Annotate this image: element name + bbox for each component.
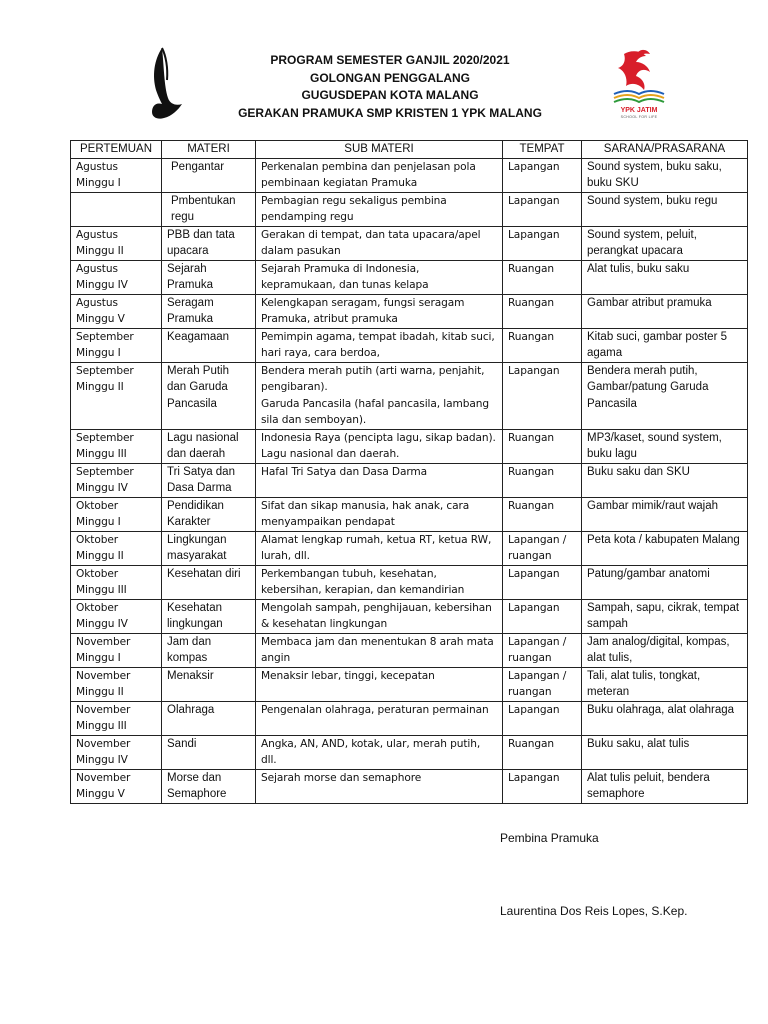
table-row — [71, 769, 748, 803]
cell-tempat: Ruangan — [503, 735, 582, 769]
cell-sarana: Buku saku, alat tulis — [582, 735, 748, 769]
cell-materi: Sejarah Pramuka — [162, 260, 256, 294]
cell-sarana: Jam analog/digital, kompas, alat tulis, — [582, 633, 748, 667]
cell-materi: Kesehatan lingkungan — [162, 599, 256, 633]
table-row — [71, 565, 748, 599]
cell-pertemuan: November Minggu II — [71, 667, 162, 701]
cell-tempat: Lapangan — [503, 226, 582, 260]
cell-pertemuan: Oktober Minggu II — [71, 531, 162, 565]
cell-pertemuan: Oktober Minggu IV — [71, 599, 162, 633]
col-header-materi: MATERI — [162, 141, 256, 159]
cell-materi: Tri Satya dan Dasa Darma — [162, 463, 256, 497]
table-row — [71, 735, 748, 769]
table-row — [71, 497, 748, 531]
col-header-pertemuan: PERTEMUAN — [71, 141, 162, 159]
document-header — [150, 52, 630, 122]
table-row — [71, 633, 748, 667]
cell-tempat: Lapangan / ruangan — [503, 667, 582, 701]
cell-sarana: Tali, alat tulis, tongkat, meteran — [582, 667, 748, 701]
cell-sarana: Buku saku dan SKU — [582, 463, 748, 497]
cell-pertemuan: November Minggu V — [71, 769, 162, 803]
cell-sarana: MP3/kaset, sound system, buku lagu — [582, 429, 748, 463]
cell-tempat: Lapangan — [503, 158, 582, 192]
cell-sub-materi: Mengolah sampah, penghijauan, kebersihan & kesehatan lingkungan — [256, 599, 503, 633]
cell-sarana: Alat tulis, buku saku — [582, 260, 748, 294]
header-line-3: GUGUSDEPAN KOTA MALANG — [301, 88, 479, 102]
cell-materi: Seragam Pramuka — [162, 294, 256, 328]
table-row — [71, 667, 748, 701]
header-line-2: GOLONGAN PENGGALANG — [309, 70, 470, 85]
table-row — [71, 226, 748, 260]
cell-sub-materi: Sejarah Pramuka di Indonesia, kepramukaan, dan tunas kelapa — [256, 260, 503, 294]
cell-pertemuan: Oktober Minggu I — [71, 497, 162, 531]
cell-materi: Menaksir — [162, 667, 256, 701]
cell-sub-materi: Pemimpin agama, tempat ibadah, kitab suci, hari raya, cara berdoa, — [256, 328, 503, 362]
ypk-jatim-text: YPK JATIM — [620, 107, 658, 114]
cell-sub-materi: Pengenalan olahraga, peraturan permainan — [256, 701, 503, 735]
cell-sub-materi: Indonesia Raya (pencipta lagu, sikap badan). Lagu nasional dan daerah. — [256, 429, 503, 463]
cell-sub-materi: Bendera merah putih (arti warna, penjahit, pengibaran). Garuda Pancasila (hafal pancasila, lambang sila dan semboyan). — [256, 362, 503, 429]
cell-tempat: Ruangan — [503, 463, 582, 497]
cell-sub-materi: Perkenalan pembina dan penjelasan pola pembinaan kegiatan Pramuka — [256, 158, 503, 192]
cell-sub-materi: Perkembangan tubuh, kesehatan, kebersihan, kerapian, dan kemandirian — [256, 565, 503, 599]
cell-tempat: Lapangan / ruangan — [503, 531, 582, 565]
cell-materi: Olahraga — [162, 701, 256, 735]
cell-tempat: Ruangan — [503, 260, 582, 294]
cell-sub-materi: Gerakan di tempat, dan tata upacara/apel dalam pasukan — [256, 226, 503, 260]
table-row — [71, 531, 748, 565]
cell-pertemuan: September Minggu IV — [71, 463, 162, 497]
cell-sub-materi: Menaksir lebar, tinggi, kecepatan — [256, 667, 503, 701]
col-header-sub-materi: SUB MATERI — [256, 141, 503, 159]
table-row — [71, 362, 748, 429]
cell-materi: Keagamaan — [162, 328, 256, 362]
col-header-sarana: SARANA/PRASARANA — [582, 141, 748, 159]
cell-sarana: Gambar atribut pramuka — [582, 294, 748, 328]
cell-tempat: Lapangan — [503, 192, 582, 226]
cell-pertemuan: September Minggu II — [71, 362, 162, 429]
cell-sub-materi: Hafal Tri Satya dan Dasa Darma — [256, 463, 503, 497]
cell-pertemuan: November Minggu III — [71, 701, 162, 735]
cell-sarana: Bendera merah putih, Gambar/patung Garuda Pancasila — [582, 362, 748, 429]
cell-sarana: Kitab suci, gambar poster 5 agama — [582, 328, 748, 362]
cell-materi: Lagu nasional dan daerah — [162, 429, 256, 463]
cell-sub-materi: Sejarah morse dan semaphore — [256, 769, 503, 803]
cell-tempat: Ruangan — [503, 328, 582, 362]
program-table — [70, 140, 748, 804]
cell-tempat: Lapangan / ruangan — [503, 633, 582, 667]
cell-tempat: Ruangan — [503, 497, 582, 531]
cell-tempat: Lapangan — [503, 362, 582, 429]
cell-sub-materi: Alamat lengkap rumah, ketua RT, ketua RW, lurah, dll. — [256, 531, 503, 565]
cell-tempat: Lapangan — [503, 701, 582, 735]
cell-pertemuan: September Minggu III — [71, 429, 162, 463]
cell-materi: Pengantar — [162, 158, 256, 192]
cell-sarana: Gambar mimik/raut wajah — [582, 497, 748, 531]
cell-materi: Pendidikan Karakter — [162, 497, 256, 531]
cell-pertemuan: September Minggu I — [71, 328, 162, 362]
cell-materi: Kesehatan diri — [162, 565, 256, 599]
cell-sarana: Alat tulis peluit, bendera semaphore — [582, 769, 748, 803]
table-row — [71, 599, 748, 633]
cell-sarana: Buku olahraga, alat olahraga — [582, 701, 748, 735]
table-row — [71, 192, 748, 226]
cell-sarana: Sound system, buku saku, buku SKU — [582, 158, 748, 192]
cell-sub-materi: Kelengkapan seragam, fungsi seragam Pramuka, atribut pramuka — [256, 294, 503, 328]
cell-materi: Pmbentukan regu — [162, 192, 256, 226]
cell-materi: PBB dan tata upacara — [162, 226, 256, 260]
signature-name: Laurentina Dos Reis Lopes, S.Kep. — [500, 904, 688, 918]
col-header-tempat: TEMPAT — [503, 141, 582, 159]
table-row — [71, 158, 748, 192]
ypk-jatim-subtext: SCHOOL FOR LIFE — [620, 115, 658, 119]
cell-sarana: Sampah, sapu, cikrak, tempat sampah — [582, 599, 748, 633]
cell-tempat: Ruangan — [503, 429, 582, 463]
cell-tempat: Lapangan — [503, 565, 582, 599]
cell-sarana: Peta kota / kabupaten Malang — [582, 531, 748, 565]
cell-sarana: Sound system, buku regu — [582, 192, 748, 226]
header-line-1: PROGRAM SEMESTER GANJIL 2020/2021 — [270, 53, 510, 67]
table-header-row — [71, 141, 748, 159]
cell-tempat: Lapangan — [503, 769, 582, 803]
cell-pertemuan: Agustus Minggu II — [71, 226, 162, 260]
cell-pertemuan: Agustus Minggu IV — [71, 260, 162, 294]
cell-sub-materi: Membaca jam dan menentukan 8 arah mata angin — [256, 633, 503, 667]
table-row — [71, 463, 748, 497]
cell-pertemuan: Agustus Minggu I — [71, 158, 162, 192]
cell-tempat: Lapangan — [503, 599, 582, 633]
cell-pertemuan — [71, 192, 162, 226]
cell-materi: Lingkungan masyarakat — [162, 531, 256, 565]
cell-pertemuan: Oktober Minggu III — [71, 565, 162, 599]
table-row — [71, 328, 748, 362]
cell-pertemuan: November Minggu IV — [71, 735, 162, 769]
cell-pertemuan: Agustus Minggu V — [71, 294, 162, 328]
cell-pertemuan: November Minggu I — [71, 633, 162, 667]
cell-materi: Merah Putih dan Garuda Pancasila — [162, 362, 256, 429]
table-row — [71, 294, 748, 328]
cell-sub-materi: Pembagian regu sekaligus pembina pendamping regu — [256, 192, 503, 226]
table-row — [71, 429, 748, 463]
cell-materi: Sandi — [162, 735, 256, 769]
table-row — [71, 701, 748, 735]
cell-sarana: Patung/gambar anatomi — [582, 565, 748, 599]
cell-sarana: Sound system, peluit, perangkat upacara — [582, 226, 748, 260]
cell-sub-materi: Sifat dan sikap manusia, hak anak, cara menyampaikan pendapat — [256, 497, 503, 531]
cell-materi: Jam dan kompas — [162, 633, 256, 667]
cell-tempat: Ruangan — [503, 294, 582, 328]
table-row — [71, 260, 748, 294]
header-line-4: GERAKAN PRAMUKA SMP KRISTEN 1 YPK MALANG — [238, 105, 542, 120]
cell-sub-materi: Angka, AN, AND, kotak, ular, merah putih, dll. — [256, 735, 503, 769]
table-body — [71, 158, 748, 803]
signature-title: Pembina Pramuka — [500, 831, 599, 845]
cell-materi: Morse dan Semaphore — [162, 769, 256, 803]
